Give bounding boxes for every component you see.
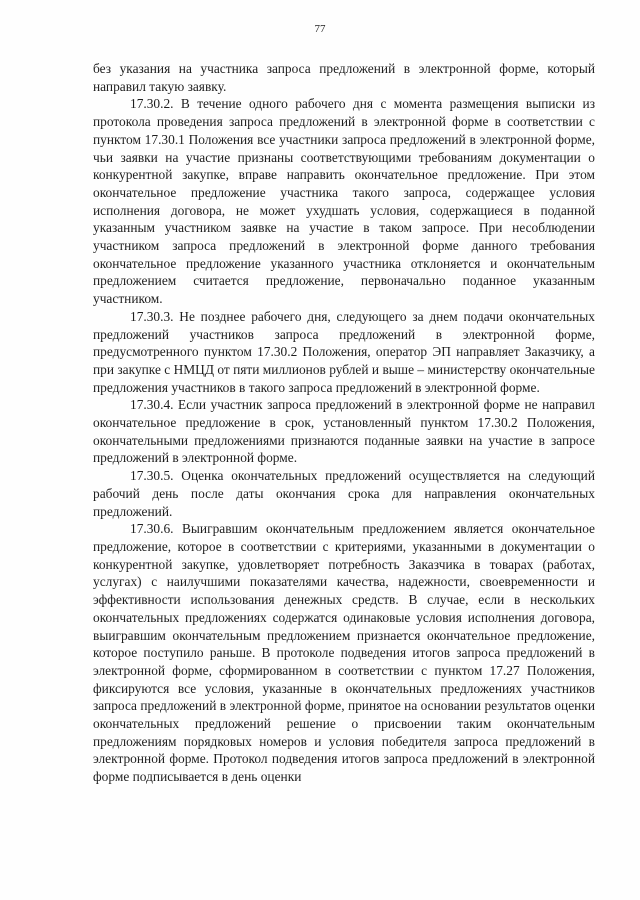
paragraph-continuation: без указания на участника запроса предложений в электронной форме, который направил такую заявку. — [93, 61, 595, 94]
paragraph-17-30-2: 17.30.2. В течение одного рабочего дня с момента размещения выписки из протокола проведения запроса предложений в электронной форме в соответствии с пунктом 17.30.1 Положения все участники запроса предложений в электронной форме, чьи заявки на участие признаны соответствующими требованиям документации о конкурентной закупке, вправе направить окончательное предложение. При этом окончательное предложение участника такого запроса, содержащее условия исполнения договора, не может ухудшать условия, содержащиеся в поданной указанным участником заявке на участие в таком запросе. При несоблюдении участником запроса предложений в электронной форме данного требования окончательное предложение указанного участника отклоняется и окончательным предложением считается предложение, первоначально поданное указанным участником. — [93, 96, 595, 307]
document-body — [93, 60, 595, 786]
paragraph-17-30-3: 17.30.3. Не позднее рабочего дня, следующего за днем подачи окончательных предложений участников запроса предложений в электронной форме, предусмотренного пунктом 17.30.2 Положения, оператор ЭП направляет Заказчику, а при закупке с НМЦД от пяти миллионов рублей и выше – министерству окончательные предложения участников в такого запроса предложений в электронной форме. — [93, 308, 595, 395]
paragraph-17-30-6: 17.30.6. Выигравшим окончательным предложением является окончательное предложение, которое в соответствии с критериями, указанными в документации о конкурентной закупке, удовлетворяет потребность Заказчика в товарах (работах, услугах) с наилучшими показателями качества, надежности, своевременности и эффективности использования денежных средств. В случае, если в нескольких окончательных предложениях содержатся одинаковые условия исполнения договора, выигравшим окончательным предложением признается окончательное предложение, которое поступило раньше. В протоколе подведения итогов запроса предложений в электронной форме, сформированном в соответствии с пунктом 17.27 Положения, фиксируются все условия, указанные в окончательных предложениях участников запроса предложений в электронной форме, принятое на основании результатов оценки окончательных предложений решение о присвоении таким окончательным предложениям порядковых номеров и условия победителя запроса предложений в электронной форме. Протокол подведения итогов запроса предложений в электронной форме подписывается в день оценки — [93, 521, 595, 785]
page-number: 77 — [314, 23, 326, 35]
paragraph-17-30-4: 17.30.4. Если участник запроса предложений в электронной форме не направил окончательное предложение в срок, установленный пунктом 17.30.2 Положения, окончательными предложениями признаются поданные заявки на участие в запросе предложений в электронной форме. — [93, 397, 595, 466]
paragraph-17-30-5: 17.30.5. Оценка окончательных предложений осуществляется на следующий рабочий день после даты окончания срока для направления окончательных предложений. — [93, 468, 595, 519]
